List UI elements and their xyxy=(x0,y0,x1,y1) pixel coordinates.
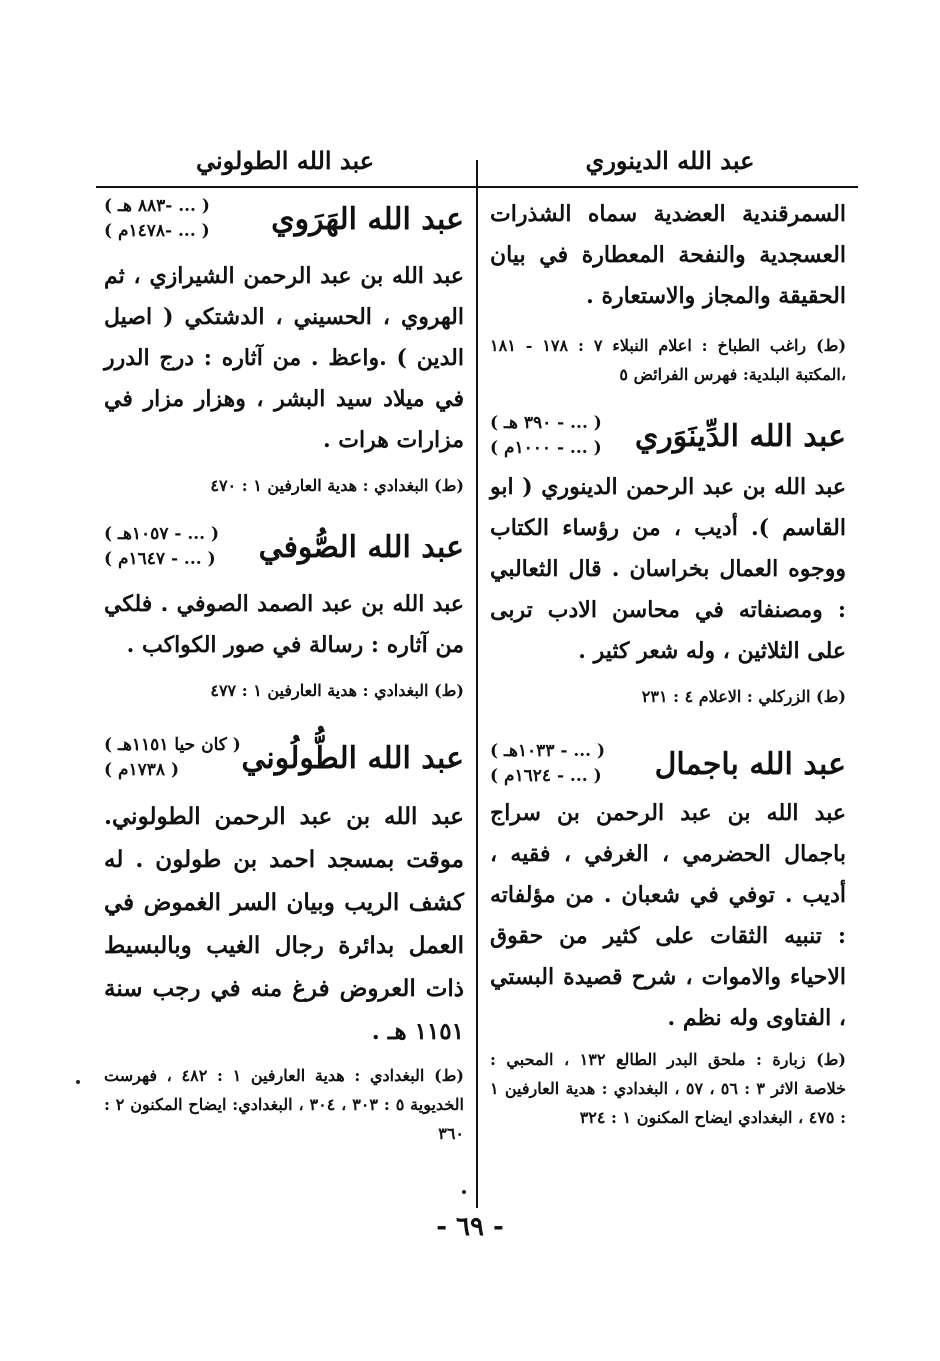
entry-dates xyxy=(104,522,219,572)
right-column xyxy=(490,192,846,1132)
dates-gregorian: ( ... -١٤٧٨م ) xyxy=(104,221,210,241)
dates-hijri: ( ... - ١٠٥٧هـ ) xyxy=(104,524,220,544)
entry-name: عبد الله الصُّوفي xyxy=(258,529,464,565)
entry-dates xyxy=(490,411,602,461)
entry-reference: (ط) البغدادي : هدية العارفين ١ : ٤٧٠ xyxy=(210,476,464,495)
dates-gregorian: ( ... - ١٦٤٧م ) xyxy=(104,549,216,569)
entry-heading xyxy=(104,733,464,783)
entry-dates xyxy=(104,733,241,783)
entry-reference: (ط) الزركلي : الاعلام ٤ : ٢٣١ xyxy=(641,687,846,706)
dates-hijri: ( ... - ١٠٣٣هـ ) xyxy=(490,741,606,761)
page-number: - ٦٩ - xyxy=(436,1212,504,1242)
column-divider xyxy=(476,160,478,1208)
dates-gregorian: ( ... - ١٠٠٠م ) xyxy=(490,438,602,458)
dates-gregorian: ( ... - ١٦٢٤م ) xyxy=(490,766,602,786)
speck xyxy=(76,1080,80,1084)
dates-hijri: ( ... -٨٨٣ هـ ) xyxy=(104,196,210,216)
entry-text: عبد الله بن عبد الرحمن بن سراج باجمال الحضرمي ، الغرفي ، فقيه ، أديب . توفي في شعبان . من مؤلفاته : تنبيه الثقات على كثير من حقوق الاحياء والاموات ، شرح قصيدة البستي ، الفتاوى وله نظم . xyxy=(490,800,846,1031)
entry-sufi xyxy=(104,522,464,705)
dates-gregorian: ( ١٧٣٨م ) xyxy=(104,760,179,780)
dates-hijri: ( ... - ٣٩٠ هـ ) xyxy=(490,413,602,433)
continuation-reference: (ط) راغب الطباخ : اعلام النبلاء ٧ : ١٧٨ - ١٨١ ،المكتبة البلدية: فهرس الفرائض ٥ xyxy=(490,336,847,384)
entry-text: عبد الله بن عبد الرحمن الطولوني. موقت بمسجد احمد بن طولون . له كشف الريب وبيان السر الغموض في العمل بدائرة رجال الغيب وبالبسيط ذات العروض فرغ منه في رجب سنة ١١٥١ هـ . xyxy=(104,803,464,1045)
entry-reference: (ط) زبارة : ملحق البدر الطالع ١٣٢ ، المحبي : خلاصة الاثر ٣ : ٥٦ ، ٥٧ ، البغدادي : هدية العارفين ١ : ٤٧٥ ، البغدادي ايضاح المكنون ١ : ٣٢٤ xyxy=(490,1050,847,1127)
entry-harawi xyxy=(104,194,464,500)
dates-hijri: ( كان حيا ١١٥١هـ ) xyxy=(104,735,241,755)
entry-dates xyxy=(490,739,605,789)
entry-reference: (ط) البغدادي : هدية العارفين ١ : ٤٧٧ xyxy=(210,681,464,700)
left-column-title: عبد الله الطولوني xyxy=(195,146,375,175)
speck xyxy=(462,1190,466,1194)
entry-name: عبد الله باجمال xyxy=(654,746,846,782)
entry-heading xyxy=(490,739,846,789)
entry-name: عبد الله الدِّينَوَري xyxy=(634,418,846,454)
entry-heading xyxy=(104,194,464,244)
entry-name: عبد الله الطُّولُوني xyxy=(241,740,464,776)
entry-name: عبد الله الهَرَوي xyxy=(271,201,464,237)
entry-text: عبد الله بن عبد الرحمن الدينوري ( ابو القاسم ). أديب ، من رؤساء الكتاب ووجوه العمال بخراسان . قال الثعالبي : ومصنفاته في محاسن الادب تربى على الثلاثين ، وله شعر كثير . xyxy=(490,474,846,664)
entry-reference: (ط) البغدادي : هدية العارفين ١ : ٤٨٢ ، فهرست الخديوية ٥ : ٣٠٣ ، ٣٠٤ ، البغدادي: ايضاح المكنون ٢ : ٣٦٠ xyxy=(104,1066,465,1143)
entry-text: عبد الله بن عبد الصمد الصوفي . فلكي من آثاره : رسالة في صور الكواكب . xyxy=(104,591,464,658)
entry-dates xyxy=(104,194,210,244)
entry-dinawari xyxy=(490,411,846,711)
entry-heading xyxy=(104,522,464,572)
entry-tuluni xyxy=(104,733,464,1148)
entry-heading xyxy=(490,411,846,461)
right-column-title: عبد الله الدينوري xyxy=(585,146,755,175)
left-column xyxy=(104,192,464,1148)
entry-text: عبد الله بن عبد الرحمن الشيرازي ، ثم الهروي ، الحسيني ، الدشتكي ( اصيل الدين ) .واعظ . من آثاره : درج الدرر في ميلاد سيد البشر ، وهزار مزار في مزارات هرات . xyxy=(104,263,464,453)
continuation-text: السمرقندية العضدية سماه الشذرات العسجدية والنفحة المعطارة في بيان الحقيقة والمجاز والاستعارة . xyxy=(490,201,846,309)
entry-bajammal xyxy=(490,739,846,1132)
